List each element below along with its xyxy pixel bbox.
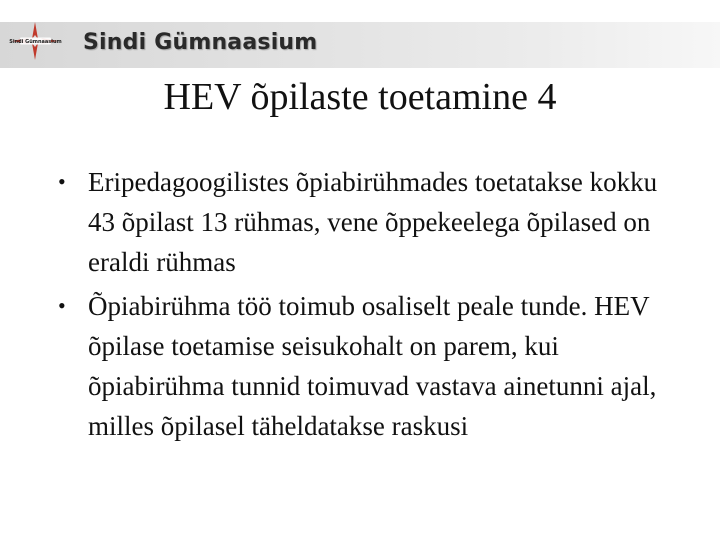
bullet-item xyxy=(58,286,690,446)
bullet-text: Õpiabirühma töö toimub osaliselt peale tunde. HEV õpilase toetamise seisukohalt on parem, kui õpiabirühma tunnid toimuvad vastava ainetunni ajal, milles õpilasel täheldatakse raskusi xyxy=(88,291,657,441)
logo-text: Sindi Gümnaasium xyxy=(9,39,62,45)
bullet-item xyxy=(58,162,690,282)
school-logo-icon xyxy=(8,19,63,63)
slide-title: HEV õpilaste toetamine 4 xyxy=(163,76,557,118)
bullet-list xyxy=(58,162,690,446)
school-name: Sindi Gümnaasium xyxy=(83,30,318,55)
bullet-text: Eripedagoogilistes õpiabirühmades toetatakse kokku 43 õpilast 13 rühmas, vene õppekeelega õpilased on eraldi rühmas xyxy=(88,167,658,277)
bullet-marker: • xyxy=(58,169,66,194)
bullet-marker: • xyxy=(58,293,66,318)
